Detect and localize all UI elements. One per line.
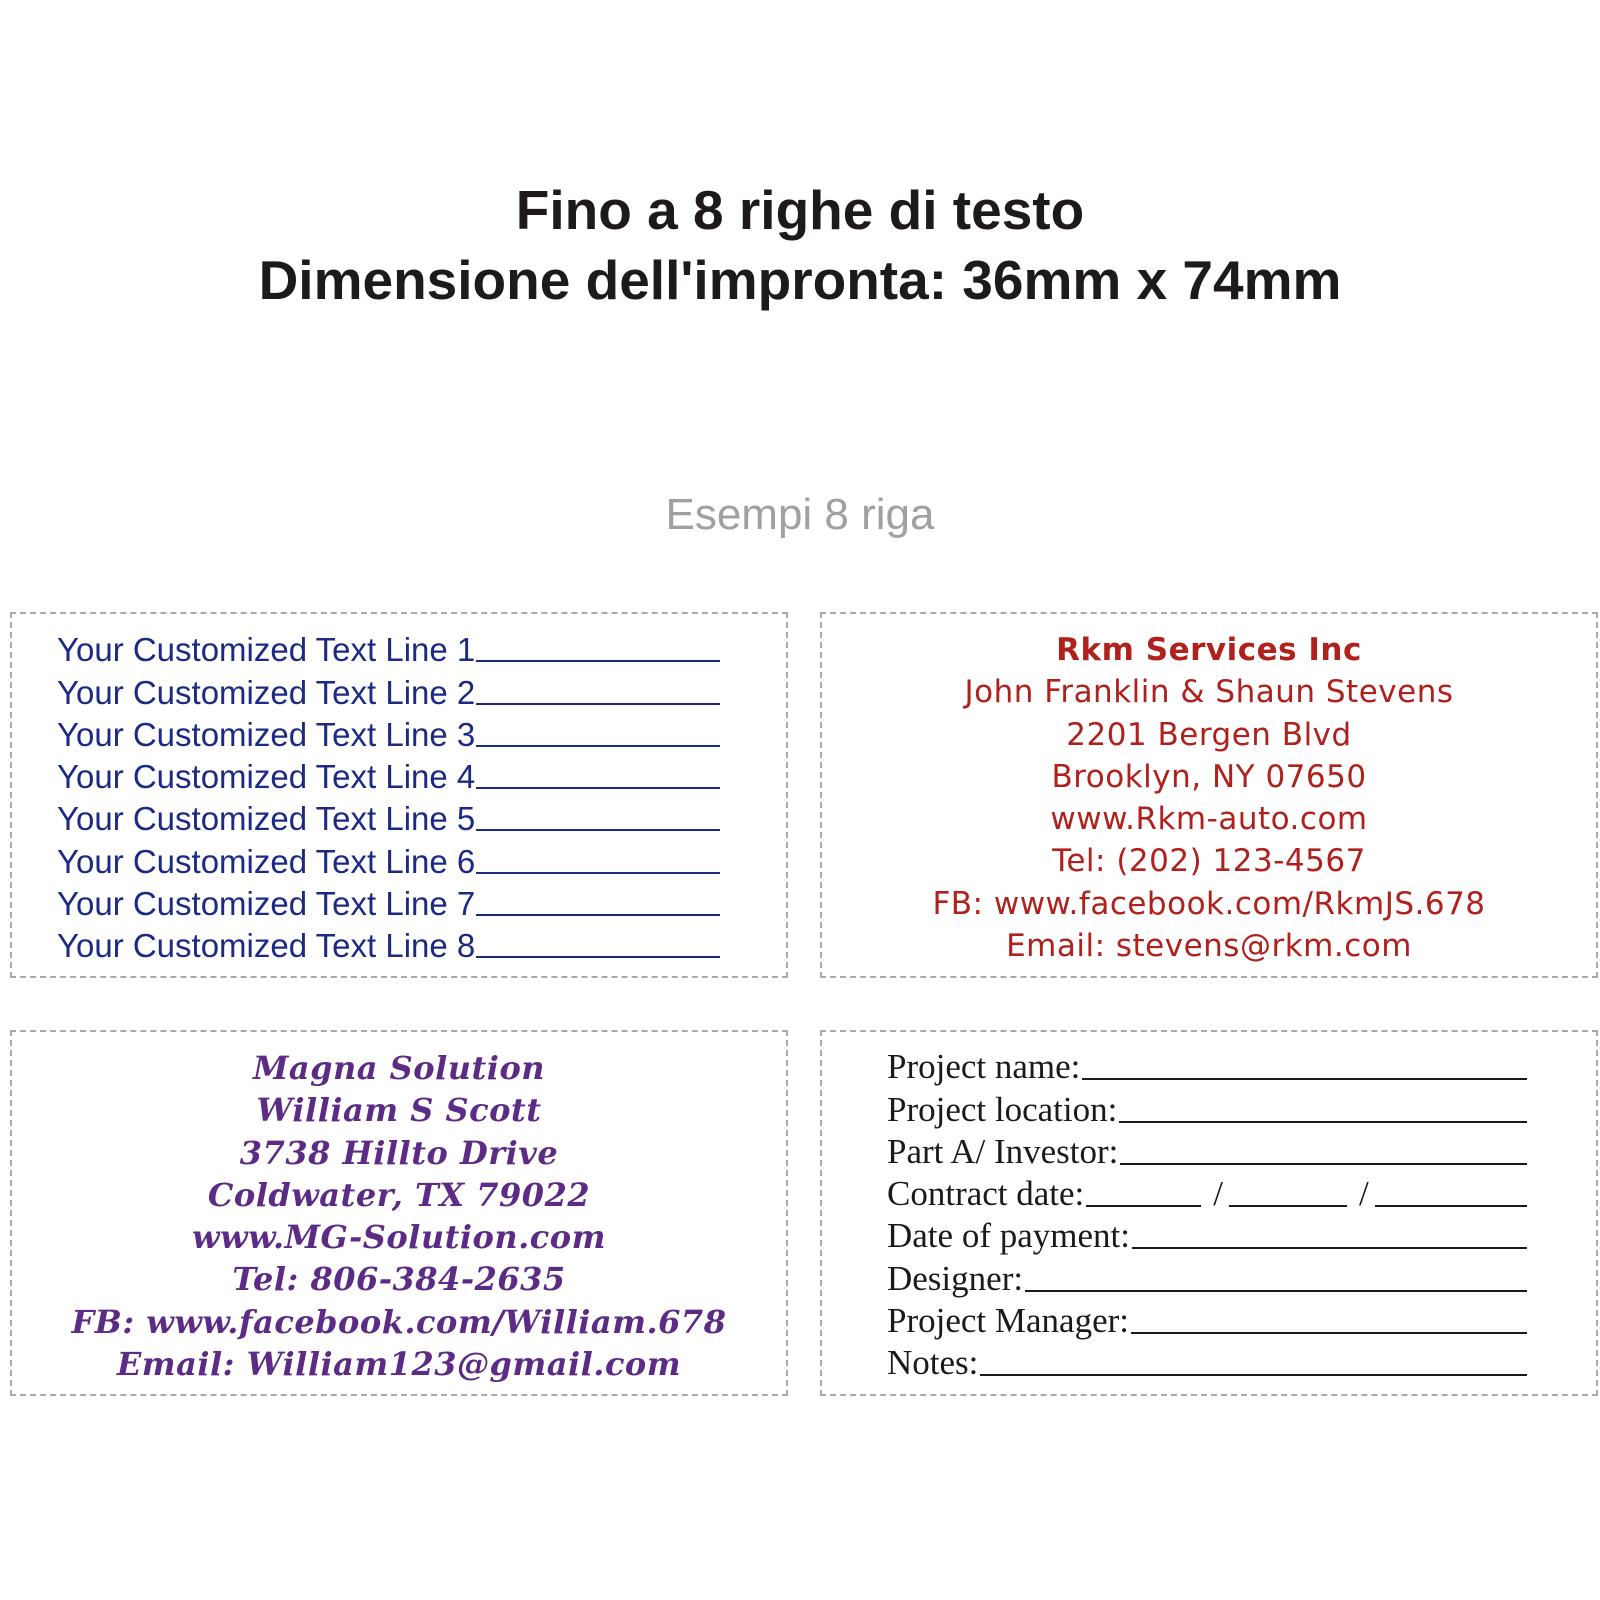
contact-name: William S Scott [256,1091,542,1130]
website: www.Rkm-auto.com [1050,801,1368,838]
date-year-line [1375,1205,1527,1207]
form-row-project-manager [887,1299,1527,1341]
form-row-project-name [887,1045,1527,1087]
city-state-zip: Coldwater, TX 79022 [207,1175,591,1214]
facebook: FB: www.facebook.com/RkmJS.678 [932,885,1486,922]
template-line-text: Your Customized Text Line 6 [57,842,476,880]
fill-in-line [1120,1163,1527,1165]
form-row-notes [887,1341,1527,1383]
form-row-project-location [887,1087,1527,1129]
fill-in-line [476,914,720,916]
sample-stamp-purple-script [10,1030,788,1396]
fill-in-line [1131,1332,1527,1334]
template-line-text: Your Customized Text Line 8 [57,927,476,965]
date-separator: / [1213,1174,1224,1214]
blue-template-row [57,754,720,796]
blue-template-row [57,838,720,880]
date-day-line [1086,1205,1201,1207]
blue-template-row [57,796,720,838]
website: www.MG-Solution.com [192,1218,606,1257]
fill-in-line [476,872,720,874]
imprint-size-heading: Dimensione dell'impronta: 36mm x 74mm [258,249,1342,311]
form-row-date-of-payment [887,1214,1527,1256]
red-company-lines [822,627,1596,965]
fill-in-line [476,660,720,662]
form-label: Notes: [887,1343,979,1383]
form-label: Part A/ Investor: [887,1131,1119,1171]
template-line-text: Your Customized Text Line 7 [57,885,476,923]
template-line-text: Your Customized Text Line 2 [57,673,476,711]
form-label: Project Manager: [887,1301,1129,1341]
fill-in-line [1082,1078,1527,1080]
company-name: Magna Solution [252,1049,546,1087]
street-address: 3738 Hillto Drive [239,1133,559,1172]
page-title: Fino a 8 righe di testo [515,179,1085,241]
fill-in-line [1132,1247,1527,1249]
form-label: Contract date: [887,1174,1085,1214]
project-form-lines [887,1045,1527,1383]
sample-stamp-blue-template [10,612,788,978]
form-label: Designer: [887,1258,1024,1298]
fill-in-line [1025,1290,1527,1292]
examples-label: Esempi 8 riga [665,490,935,539]
fill-in-line [980,1374,1527,1376]
fill-in-line [476,787,720,789]
blue-template-row [57,881,720,923]
facebook: FB: www.facebook.com/William.678 [71,1302,727,1341]
form-label: Project location: [887,1089,1118,1129]
template-line-text: Your Customized Text Line 1 [57,631,476,669]
company-name: Rkm Services Inc [1056,632,1362,668]
sample-stamp-red-company [820,612,1598,978]
template-line-text: Your Customized Text Line 3 [57,715,476,753]
fill-in-line [476,703,720,705]
fill-in-line [476,956,720,958]
blue-template-row [57,712,720,754]
telephone: Tel: 806-384-2635 [232,1260,566,1299]
fill-in-line [476,829,720,831]
date-separator: / [1359,1174,1369,1214]
blue-template-row [57,627,720,669]
email: Email: stevens@rkm.com [1006,928,1412,965]
form-row-part-a-investor [887,1130,1527,1172]
form-label: Project name: [887,1047,1081,1087]
blue-template-row [57,923,720,965]
contact-names: John Franklin & Shaun Stevens [964,674,1454,711]
fill-in-line [476,745,720,747]
form-row-designer [887,1256,1527,1298]
purple-script-lines [12,1045,786,1383]
template-line-text: Your Customized Text Line 5 [57,800,476,838]
form-row-contract-date [887,1172,1527,1214]
city-state-zip: Brooklyn, NY 07650 [1051,758,1367,795]
email: Email: William123@gmail.com [116,1345,682,1384]
date-month-line [1229,1205,1347,1207]
sample-stamp-project-form [820,1030,1598,1396]
blue-template-lines [57,627,720,965]
template-line-text: Your Customized Text Line 4 [57,758,476,796]
telephone: Tel: (202) 123-4567 [1052,843,1366,880]
blue-template-row [57,669,720,711]
street-address: 2201 Bergen Blvd [1066,716,1352,753]
fill-in-line [1119,1121,1527,1123]
form-label: Date of payment: [887,1216,1130,1256]
